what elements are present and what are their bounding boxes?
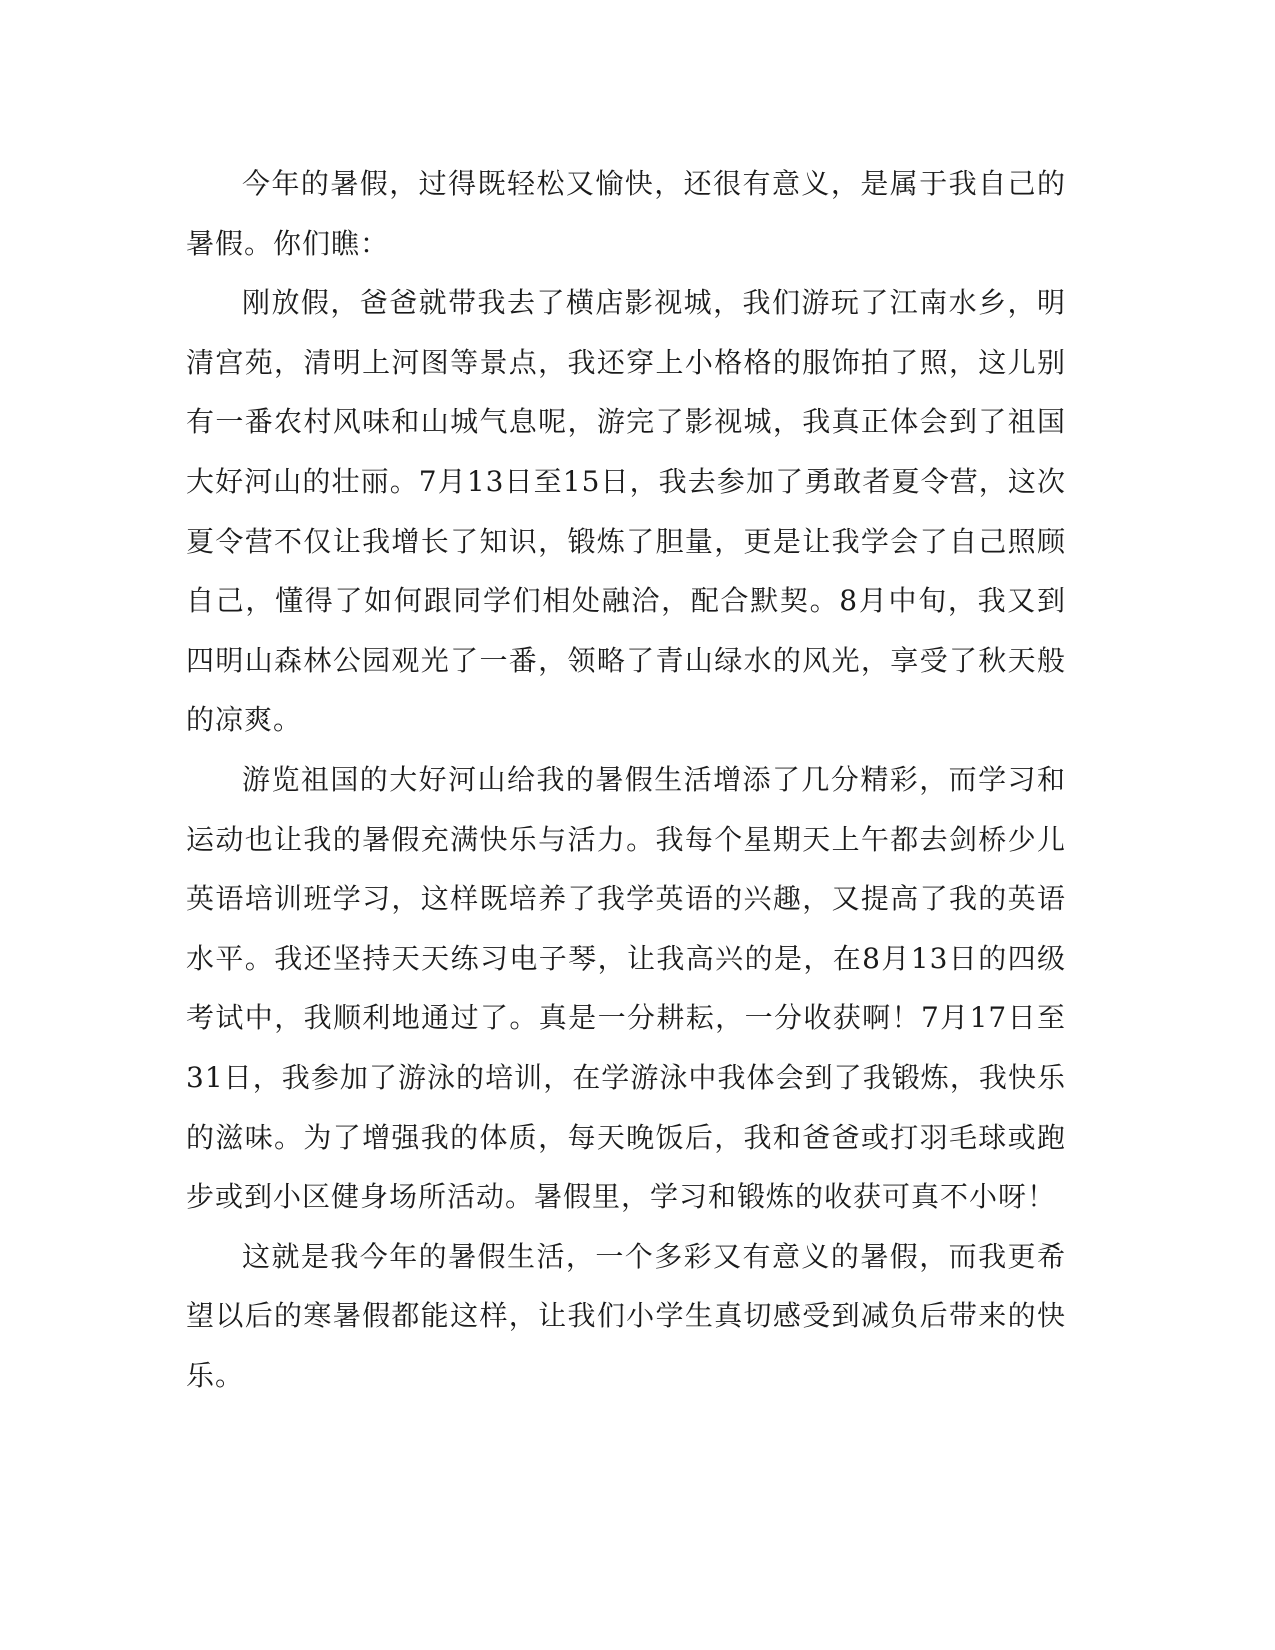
paragraph-1: 今年的暑假，过得既轻松又愉快，还很有意义，是属于我自己的暑假。你们瞧： — [186, 167, 1066, 260]
paragraph-3: 游览祖国的大好河山给我的暑假生活增添了几分精彩，而学习和运动也让我的暑假充满快乐与活力。我每个星期天上午都去剑桥少儿英语培训班学习，这样既培养了我学英语的兴趣，又提高了我的英语水平。我还坚持天天练习电子琴，让我高兴的是，在8月13日的四级考试中，我顺利地通过了。真是一分耕耘，一分收获啊！7月17日至31日，我参加了游泳的培训，在学游泳中我体会到了我锻炼，我快乐的滋味。为了增强我的体质，每天晚饭后，我和爸爸或打羽毛球或跑步或到小区健身场所活动。暑假里，学习和锻炼的收获可真不小呀！ — [186, 762, 1066, 1214]
document-body — [186, 154, 1066, 1405]
paragraph-4: 这就是我今年的暑假生活，一个多彩又有意义的暑假，而我更希望以后的寒暑假都能这样，让我们小学生真切感受到减负后带来的快乐。 — [186, 1239, 1066, 1392]
paragraph-2: 刚放假，爸爸就带我去了横店影视城，我们游玩了江南水乡，明清宫苑，清明上河图等景点，我还穿上小格格的服饰拍了照，这儿别有一番农村风味和山城气息呢，游完了影视城，我真正体会到了祖国大好河山的壮丽。7月13日至15日，我去参加了勇敢者夏令营，这次夏令营不仅让我增长了知识，锻炼了胆量，更是让我学会了自己照顾自己，懂得了如何跟同学们相处融洽，配合默契。8月中旬，我又到四明山森林公园观光了一番，领略了青山绿水的风光，享受了秋天般的凉爽。 — [186, 286, 1066, 737]
